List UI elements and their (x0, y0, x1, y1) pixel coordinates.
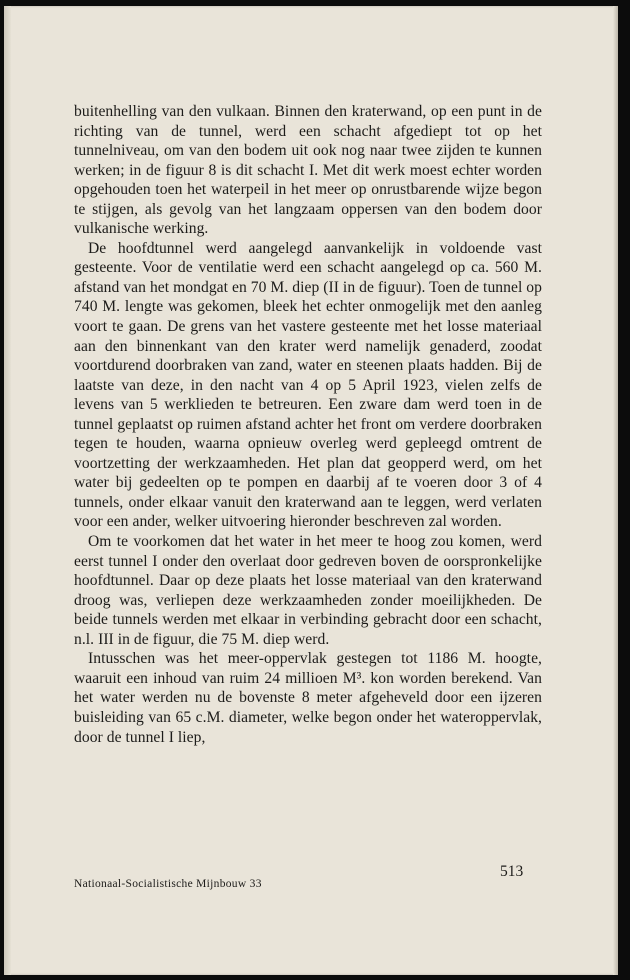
journal-footer: Nationaal-Socialistische Mijnbouw 33 (74, 878, 262, 890)
paragraph-4: Intusschen was het meer-oppervlak gestegen tot 1186 M. hoogte, waaruit een inhoud van ruim 24 millioen M³. kon worden berekend. Van het water werden nu de bovenste 8 meter afgeheveld door een ijzeren buisleiding van 65 c.M. diameter, welke begon onder het wateroppervlak, door de tunnel I liep, (74, 650, 542, 746)
page-number: 513 (500, 863, 524, 880)
document-page (4, 6, 618, 975)
body-text (74, 102, 542, 747)
paragraph-3: Om te voorkomen dat het water in het meer te hoog zou komen, werd eerst tunnel I onder den overlaat door gedreven boven de oorspronkelijke hoofdtunnel. Daar op deze plaats het losse materiaal van den kraterwand droog was, verliepen deze werkzaamheden zonder moeilijkheden. De beide tunnels werden met elkaar in verbinding gebracht door een schacht, n.l. III in de figuur, die 75 M. diep werd. (74, 533, 542, 648)
paragraph-2: De hoofdtunnel werd aangelegd aanvankelijk in voldoende vast gesteente. Voor de ventilatie werd een schacht aangelegd op ca. 560 M. afstand van het mondgat en 70 M. diep (II in de figuur). Toen de tunnel op 740 M. lengte was gekomen, bleek het echter onmogelijk met den aanleg voort te gaan. De grens van het vastere gesteente met het losse materiaal aan den binnenkant van den krater werd namelijk genaderd, zoodat voortdurend doorbraken van zand, water en steenen plaats hadden. Bij de laatste van deze, in den nacht van 4 op 5 April 1923, vielen zelfs de levens van 5 werklieden te betreuren. Een zware dam werd toen in de tunnel geplaatst op ruimen afstand achter het front om verdere doorbraken tegen te houden, waarna opnieuw overleg werd gepleegd omtrent de voortzetting der werkzaamheden. Het plan dat geopperd werd, om het water bij gedeelten op te pompen en daarbij af te voeren door 3 of 4 tunnels, onder elkaar vanuit den kraterwand aan te leggen, werd verlaten voor een ander, welker uitvoering hieronder beschreven zal worden. (74, 239, 542, 531)
paragraph-1: buitenhelling van den vulkaan. Binnen den kraterwand, op een punt in de richting van de tunnel, werd een schacht afgediept tot op het tunnelniveau, om van den bodem uit ook nog naar twee zijden te kunnen werken; in de figuur 8 is dit schacht I. Met dit werk moest echter worden opgehouden toen het waterpeil in het meer op onrustbarende wijze begon te stijgen, als gevolg van het langzaam oppersen van den bodem door vulkanische werking. (74, 103, 542, 238)
